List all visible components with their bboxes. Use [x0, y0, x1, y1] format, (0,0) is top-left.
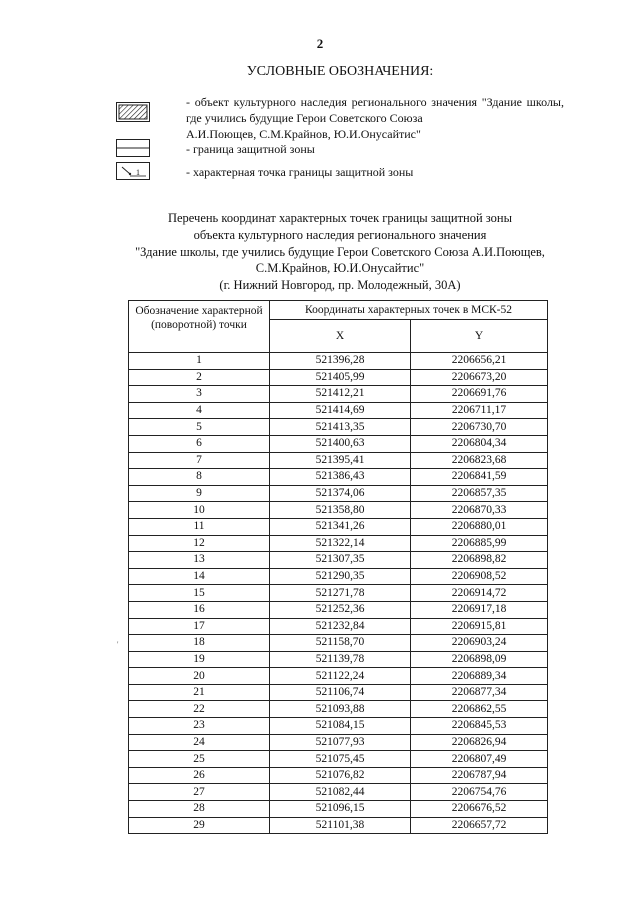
table-row — [129, 402, 548, 419]
point-number-cell: 22 — [129, 701, 270, 718]
legend-line: А.И.Поющев, С.М.Крайнов, Ю.И.Онусайтис" — [186, 127, 421, 141]
hatched-rectangle-icon — [116, 102, 150, 127]
x-coordinate-cell: 521307,35 — [270, 552, 411, 569]
header-coordinates-group: Координаты характерных точек в МСК-52 — [270, 301, 548, 320]
y-coordinate-cell: 2206657,72 — [411, 817, 548, 834]
x-coordinate-cell: 521232,84 — [270, 618, 411, 635]
y-coordinate-cell: 2206880,01 — [411, 518, 548, 535]
point-number-cell: 4 — [129, 402, 270, 419]
point-number-cell: 14 — [129, 568, 270, 585]
x-coordinate-cell: 521374,06 — [270, 485, 411, 502]
point-number-cell: 18 — [129, 635, 270, 652]
point-number-cell: 17 — [129, 618, 270, 635]
x-coordinate-cell: 521271,78 — [270, 585, 411, 602]
table-row — [129, 369, 548, 386]
point-number-cell: 27 — [129, 784, 270, 801]
y-coordinate-cell: 2206691,76 — [411, 386, 548, 403]
legend-title: УСЛОВНЫЕ ОБОЗНАЧЕНИЯ: — [246, 64, 434, 79]
point-number-cell: 10 — [129, 502, 270, 519]
table-row — [129, 469, 548, 486]
y-coordinate-cell: 2206841,59 — [411, 469, 548, 486]
y-coordinate-cell: 2206877,34 — [411, 684, 548, 701]
x-coordinate-cell: 521414,69 — [270, 402, 411, 419]
point-number-cell: 12 — [129, 535, 270, 552]
table-body — [129, 353, 548, 834]
y-coordinate-cell: 2206730,70 — [411, 419, 548, 436]
page-number: 2 — [316, 36, 324, 51]
x-coordinate-cell: 521341,26 — [270, 518, 411, 535]
point-number-cell: 25 — [129, 751, 270, 768]
title-line: С.М.Крайнов, Ю.И.Онусайтис" — [255, 261, 425, 276]
x-coordinate-cell: 521093,88 — [270, 701, 411, 718]
x-coordinate-cell: 521139,78 — [270, 651, 411, 668]
x-coordinate-cell: 521077,93 — [270, 734, 411, 751]
x-coordinate-cell: 521405,99 — [270, 369, 411, 386]
x-coordinate-cell: 521082,44 — [270, 784, 411, 801]
point-number-cell: 2 — [129, 369, 270, 386]
x-coordinate-cell: 521084,15 — [270, 718, 411, 735]
point-number-cell: 8 — [129, 469, 270, 486]
y-coordinate-cell: 2206903,24 — [411, 635, 548, 652]
title-line: "Здание школы, где учились будущие Герои Советского Союза А.И.Поющев, — [135, 244, 545, 259]
table-row — [129, 535, 548, 552]
y-coordinate-cell: 2206711,17 — [411, 402, 548, 419]
x-coordinate-cell: 521106,74 — [270, 684, 411, 701]
x-coordinate-cell: 521252,36 — [270, 601, 411, 618]
table-row — [129, 452, 548, 469]
x-coordinate-cell: 521386,43 — [270, 469, 411, 486]
y-coordinate-cell: 2206676,52 — [411, 801, 548, 818]
y-coordinate-cell: 2206754,76 — [411, 784, 548, 801]
y-coordinate-cell: 2206673,20 — [411, 369, 548, 386]
table-row — [129, 552, 548, 569]
table-row — [129, 502, 548, 519]
title-line: (г. Нижний Новгород, пр. Молодежный, 30А) — [219, 278, 461, 293]
point-label: 1 — [136, 168, 140, 177]
point-number-cell: 29 — [129, 817, 270, 834]
title-line: Перечень координат характерных точек границы защитной зоны — [167, 211, 513, 225]
table-row — [129, 353, 548, 370]
header-y: Y — [411, 320, 548, 353]
coordinates-list-title — [0, 210, 640, 294]
y-coordinate-cell: 2206870,33 — [411, 502, 548, 519]
x-coordinate-cell: 521413,35 — [270, 419, 411, 436]
point-number-cell: 26 — [129, 767, 270, 784]
x-coordinate-cell: 521412,21 — [270, 386, 411, 403]
point-number-cell: 13 — [129, 552, 270, 569]
table-row — [129, 518, 548, 535]
y-coordinate-cell: 2206914,72 — [411, 585, 548, 602]
y-coordinate-cell: 2206862,55 — [411, 701, 548, 718]
point-number-cell: 19 — [129, 651, 270, 668]
point-number-cell: 11 — [129, 518, 270, 535]
legend-text-heritage-object — [186, 94, 564, 142]
table-row — [129, 668, 548, 685]
y-coordinate-cell: 2206807,49 — [411, 751, 548, 768]
coordinates-table — [128, 300, 548, 834]
table-row — [129, 485, 548, 502]
boundary-point-icon — [116, 162, 150, 185]
table-row — [129, 784, 548, 801]
y-coordinate-cell: 2206885,99 — [411, 535, 548, 552]
point-number-cell: 28 — [129, 801, 270, 818]
y-coordinate-cell: 2206898,09 — [411, 651, 548, 668]
table-row — [129, 701, 548, 718]
x-coordinate-cell: 521101,38 — [270, 817, 411, 834]
x-coordinate-cell: 521158,70 — [270, 635, 411, 652]
table-row — [129, 635, 548, 652]
table-row — [129, 601, 548, 618]
table-row — [129, 684, 548, 701]
point-number-cell: 16 — [129, 601, 270, 618]
table-row — [129, 817, 548, 834]
margin-mark: ' — [117, 640, 119, 649]
boundary-rectangle-icon — [116, 139, 150, 162]
point-number-cell: 6 — [129, 435, 270, 452]
x-coordinate-cell: 521400,63 — [270, 435, 411, 452]
legend-text-zone-boundary — [186, 141, 564, 157]
legend-line: - граница защитной зоны — [186, 142, 315, 156]
table-row — [129, 568, 548, 585]
point-number-cell: 20 — [129, 668, 270, 685]
header-point-label: Обозначение характерной (поворотной) точки — [129, 301, 270, 353]
point-number-cell: 3 — [129, 386, 270, 403]
legend-text-boundary-point — [186, 164, 564, 180]
point-number-cell: 23 — [129, 718, 270, 735]
point-number-cell: 21 — [129, 684, 270, 701]
y-coordinate-cell: 2206889,34 — [411, 668, 548, 685]
header-x: X — [270, 320, 411, 353]
table-row — [129, 767, 548, 784]
legend-line: - объект культурного наследия регионального значения "Здание школы, где учились будущие Герои Советского Союза — [186, 95, 564, 125]
x-coordinate-cell: 521096,15 — [270, 801, 411, 818]
x-coordinate-cell: 521396,28 — [270, 353, 411, 370]
y-coordinate-cell: 2206917,18 — [411, 601, 548, 618]
table-row — [129, 618, 548, 635]
y-coordinate-cell: 2206804,34 — [411, 435, 548, 452]
point-number-cell: 9 — [129, 485, 270, 502]
x-coordinate-cell: 521358,80 — [270, 502, 411, 519]
point-number-cell: 7 — [129, 452, 270, 469]
y-coordinate-cell: 2206826,94 — [411, 734, 548, 751]
y-coordinate-cell: 2206656,21 — [411, 353, 548, 370]
y-coordinate-cell: 2206857,35 — [411, 485, 548, 502]
y-coordinate-cell: 2206898,82 — [411, 552, 548, 569]
y-coordinate-cell: 2206787,94 — [411, 767, 548, 784]
y-coordinate-cell: 2206845,53 — [411, 718, 548, 735]
table-row — [129, 734, 548, 751]
y-coordinate-cell: 2206908,52 — [411, 568, 548, 585]
legend-line: - характерная точка границы защитной зоны — [186, 165, 414, 179]
point-number-cell: 24 — [129, 734, 270, 751]
y-coordinate-cell: 2206915,81 — [411, 618, 548, 635]
point-number-cell: 5 — [129, 419, 270, 436]
x-coordinate-cell: 521322,14 — [270, 535, 411, 552]
table-row — [129, 751, 548, 768]
table-row — [129, 651, 548, 668]
x-coordinate-cell: 521290,35 — [270, 568, 411, 585]
point-number-cell: 15 — [129, 585, 270, 602]
y-coordinate-cell: 2206823,68 — [411, 452, 548, 469]
table-row — [129, 435, 548, 452]
table-row — [129, 386, 548, 403]
table-row — [129, 419, 548, 436]
point-number-cell: 1 — [129, 353, 270, 370]
x-coordinate-cell: 521076,82 — [270, 767, 411, 784]
title-line: объекта культурного наследия регионального значения — [193, 227, 487, 242]
x-coordinate-cell: 521075,45 — [270, 751, 411, 768]
table-row — [129, 585, 548, 602]
x-coordinate-cell: 521122,24 — [270, 668, 411, 685]
table-row — [129, 801, 548, 818]
x-coordinate-cell: 521395,41 — [270, 452, 411, 469]
table-row — [129, 718, 548, 735]
